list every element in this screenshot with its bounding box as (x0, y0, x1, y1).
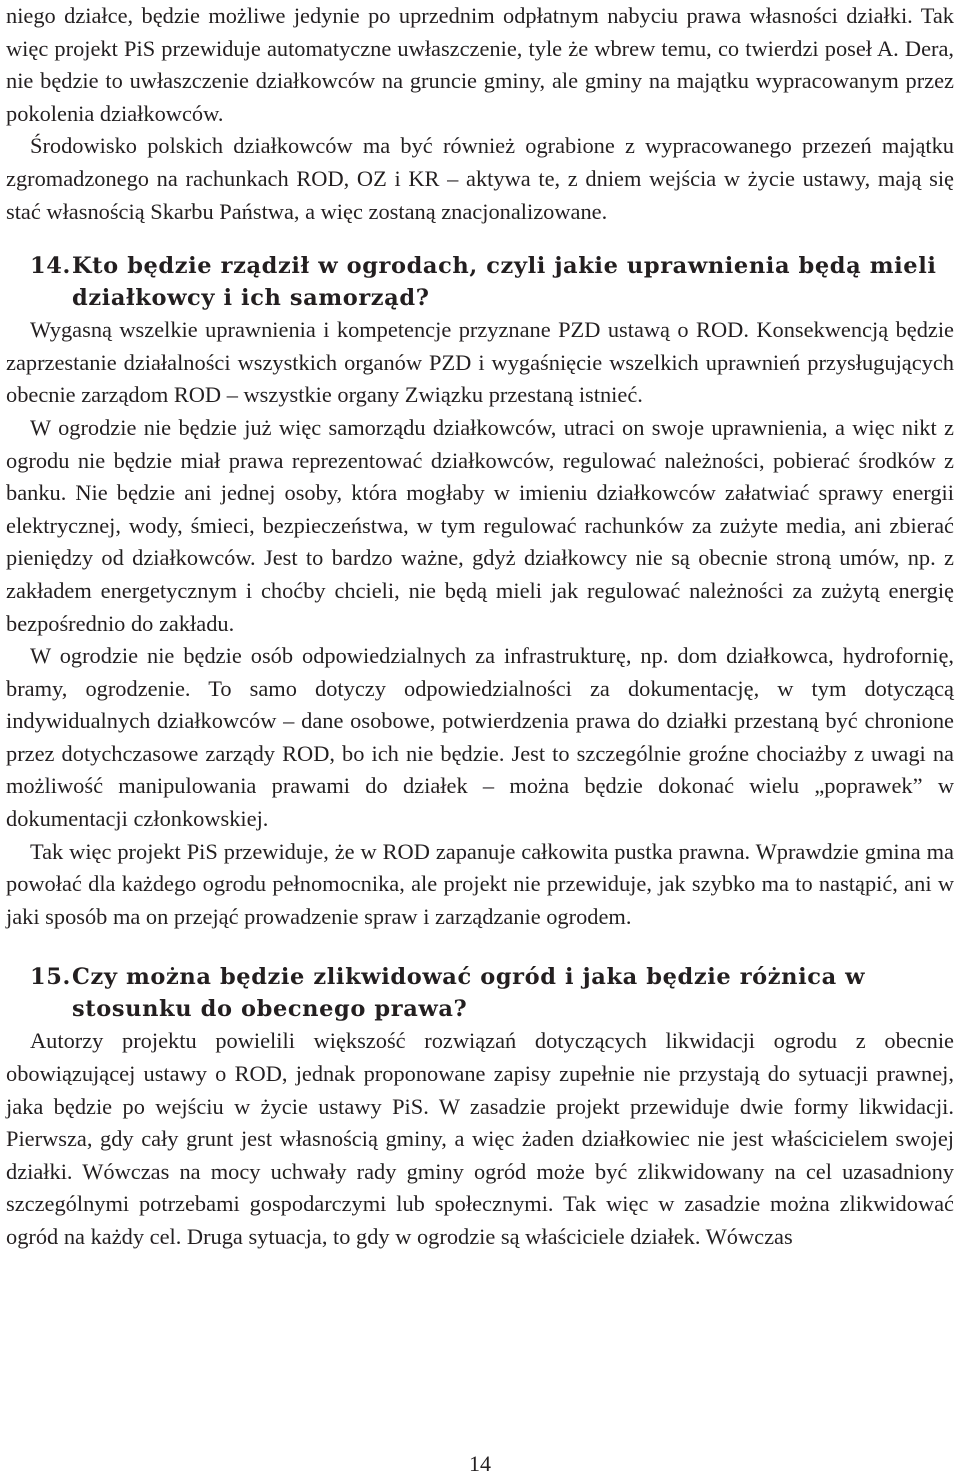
section-14-paragraph-1: Wygasną wszelkie uprawnienia i kompetencje przyznane PZD ustawą o ROD. Konsekwencją będzie zaprzestanie działalności wszystkich organów PZD i wygaśnięcie wszelkich uprawnień przysługujących obecnie zarządom ROD – wszystkie organy Związku przestaną istnieć. (6, 317, 954, 408)
document-page (6, 0, 954, 1254)
section-15-title: Czy można będzie zlikwidować ogród i jaka będzie różnica w stosunku do obecnego prawa? (72, 964, 866, 1023)
section-14-heading (6, 250, 954, 314)
section-15-heading (6, 961, 954, 1025)
section-14-paragraph-2: W ogrodzie nie będzie już więc samorządu działkowców, utraci on swoje uprawnienia, a więc nikt z ogrodu nie będzie miał prawa reprezentować działkowców, regulować należności, pobierać środków z banku. Nie będzie ani jednej osoby, która mogłaby w imieniu działkowców załatwiać sprawy energii elektrycznej, wody, śmieci, bezpieczeństwa, w tym regulować rachunków za zużyte media, ani zbierać pieniędzy od działkowców. Jest to bardzo ważne, gdyż działkowcy nie są obecnie stroną umów, np. z zakładem energetycznym i choćby chcieli, nie będą mieli jak regulować należności za zużytą energię bezpośrednio do zakładu. (6, 414, 954, 636)
section-15-number: 15. (30, 964, 71, 991)
section-14-number: 14. (30, 253, 71, 280)
spacer (6, 228, 954, 250)
section-14-paragraph-4: Tak więc projekt PiS przewiduje, że w ROD zapanuje całkowita pustka prawna. Wprawdzie gmina ma powołać dla każdego ogrodu pełnomocnika, ale projekt nie przewiduje, jak szybko ma to nastąpić, ani w jaki sposób ma on przejąć prowadzenie spraw i zarządzanie ogrodem. (6, 838, 954, 929)
paragraph-intro-2: Środowisko polskich działkowców ma być również ograbione z wypracowanego przezeń majątku zgromadzonego na rachunkach ROD, OZ i KR – aktywa te, z dniem wejścia w życie ustawy, mają się stać własnością Skarbu Państwa, a więc zostaną znacjonalizowane. (6, 133, 954, 224)
section-14-title: Kto będzie rządził w ogrodach, czyli jakie uprawnienia będą mieli działkowcy i ich samorząd? (72, 253, 937, 312)
section-14-paragraph-3: W ogrodzie nie będzie osób odpowiedzialnych za infrastrukturę, np. dom działkowca, hydrofornię, bramy, ogrodzenie. To samo dotyczy odpowiedzialności za dokumentację, w tym dotyczącą indywidualnych działkowców – dane osobowe, potwierdzenia prawa do działki przestaną być chronione przez dotychczasowe zarządy ROD, bo ich nie będzie. Jest to szczególnie groźne chociażby z uwagi na możliwość manipulowania prawami do działek – można będzie dokonać wielu „poprawek” w dokumentacji członkowskiej. (6, 643, 954, 832)
paragraph-intro-1: niego działce, będzie możliwe jedynie po uprzednim odpłatnym nabyciu prawa własności działki. Tak więc projekt PiS przewiduje automatyczne uwłaszczenie, tyle że wbrew temu, co twierdzi poseł A. Dera, nie będzie to uwłaszczenie działkowców na gruncie gminy, ale gminy na majątku wypracowanym przez pokolenia działkowców. (6, 3, 954, 126)
page-number: 14 (469, 1451, 491, 1476)
section-15-paragraph-1: Autorzy projektu powielili większość rozwiązań dotyczących likwidacji ogrodu z obecnie obowiązującej ustawy o ROD, jednak proponowane zapisy zupełnie nie przystają do sytuacji prawnej, jaka będzie po wejściu w życie ustawy PiS. W zasadzie projekt przewiduje dwie formy likwidacji. Pierwsza, gdy cały grunt jest własnością gminy, a więc żaden działkowiec nie jest właścicielem swojej działki. Wówczas na mocy uchwały rady gminy ogród może być zlikwidowany na cel uzasadniony szczególnymi potrzebami gospodarczymi lub społecznymi. Tak więc w zasadzie można zlikwidować ogród na każdy cel. Druga sytuacja, to gdy w ogrodzie są właściciele działek. Wówczas (6, 1028, 954, 1249)
spacer (6, 933, 954, 961)
